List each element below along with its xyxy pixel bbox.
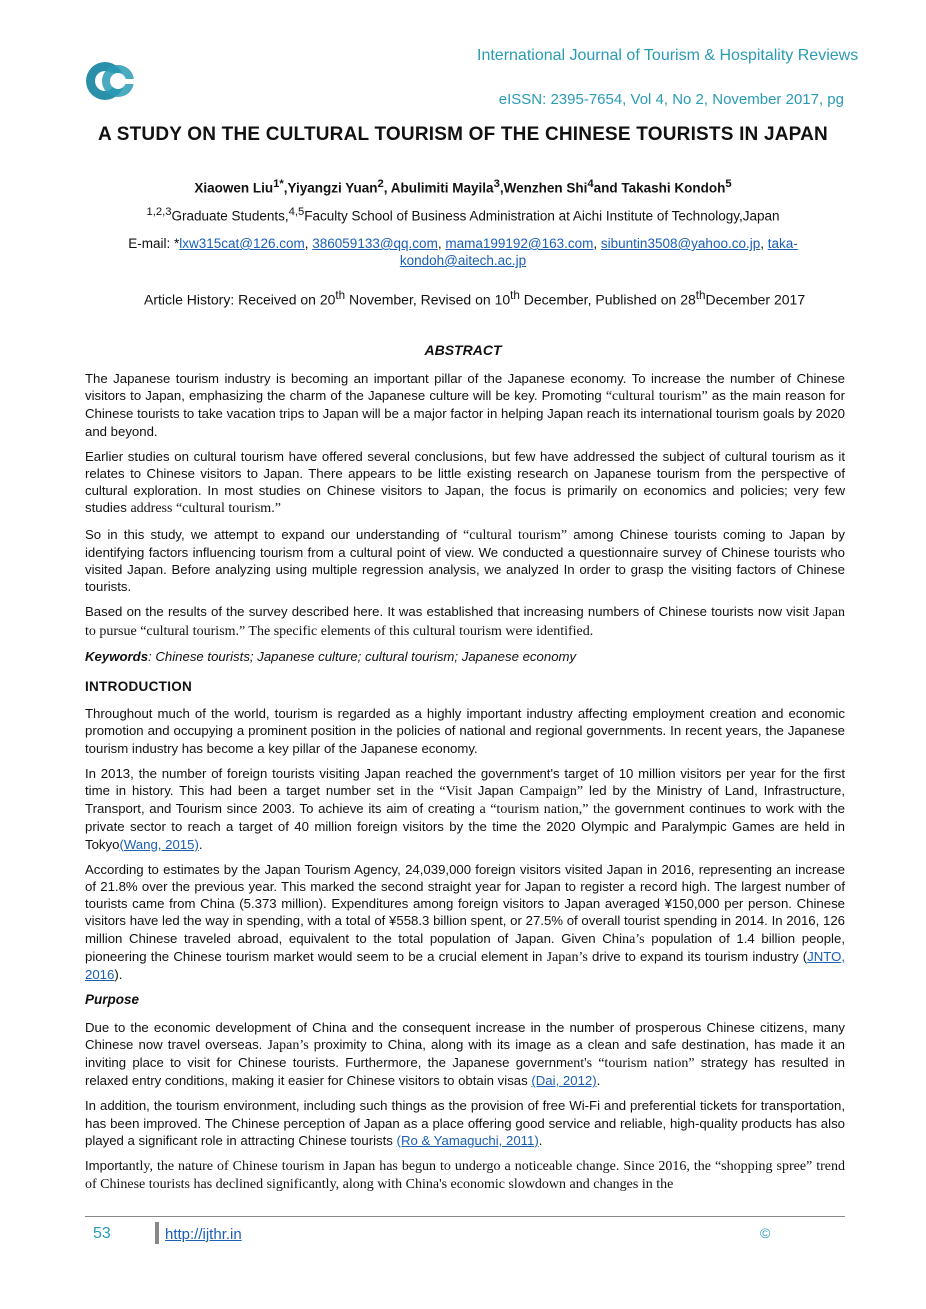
intro-paragraph: In 2013, the number of foreign tourists visiting Japan reached the government's target of 10 million visitors per year for the first time in history. This had been a target number set in the “Visit Japan Campaign” led by the Ministry of Land, Infrastructure, Transport, and Tourism since 2003. To achieve its aim of creating a “tourism nation,” the government continues to work with the private sector to reach a target of 40 million foreign visitors by the time the 2020 Olympic and Paralympic Games are held in Tokyo(Wang, 2015). xyxy=(85,765,845,852)
journal-logo-icon xyxy=(84,60,138,102)
author-name: and Takashi Kondoh xyxy=(593,180,726,196)
footer-separator xyxy=(155,1222,159,1244)
email-label: E-mail: * xyxy=(128,236,180,251)
paper-title: A STUDY ON THE CULTURAL TOURISM OF THE CHINESE TOURISTS IN JAPAN xyxy=(98,124,828,145)
abstract-paragraph: Earlier studies on cultural tourism have offered several conclusions, but few have addressed the subject of cultural tourism as it relates to Chinese visitors to Japan. There appears to be little existing research on Japanese tourism from the perspective of cultural exploration. In most studies on Chinese visitors to Japan, the focus is primarily on economics and policies; very few studies address “cultural tourism.” xyxy=(85,448,845,517)
author-sup: 4 xyxy=(587,178,594,190)
citation-link[interactable]: JNTO, 2016 xyxy=(85,948,846,983)
email-link[interactable]: lxw315cat@126.com xyxy=(179,236,305,251)
citation-link[interactable]: (Wang, 2015) xyxy=(119,836,199,852)
keywords-label: Keywords xyxy=(85,648,149,664)
article-history xyxy=(144,283,844,313)
purpose-paragraph: Due to the economic development of China and the consequent increase in the number of prosperous Chinese citizens, many Chinese now travel overseas. Japan’s proximity to China, along with its image as a clean and safe destination, has made it an inviting place to visit for Chinese tourists. Furthermore, the Japanese government's “tourism nation” strategy has resulted in relaxed entry conditions, making it easier for Chinese visitors to obtain visas (Dai, 2012). xyxy=(85,1019,846,1089)
history-text: November, Revised on 10 xyxy=(345,291,511,308)
issn-line: eISSN: 2395-7654, Vol 4, No 2, November 2017, pg xyxy=(498,91,844,108)
introduction-heading: INTRODUCTION xyxy=(85,679,193,695)
author-sup: 1* xyxy=(273,178,284,190)
author-sup: 2 xyxy=(377,178,384,190)
citation-link[interactable]: (Ro & Yamaguchi, 2011) xyxy=(396,1132,539,1148)
author-list xyxy=(80,178,846,196)
abstract-paragraph: The Japanese tourism industry is becoming an important pillar of the Japanese economy. To increase the number of Chinese visitors to Japan, emphasizing the charm of the Japanese culture will be key. Promoting “cultural tourism” as the main reason for Chinese tourists to take vacation trips to Japan will be a major factor in helping Japan reach its international tourism goals by 2020 and beyond. xyxy=(85,371,845,439)
author-name: ,Wenzhen Shi xyxy=(499,180,588,196)
email-link[interactable]: mama199192@163.com xyxy=(445,236,594,251)
journal-url-link[interactable]: http://ijthr.in xyxy=(165,1226,242,1243)
history-text: Article History: Received on 20 xyxy=(144,291,336,308)
body-content xyxy=(85,370,845,1201)
history-sup: th xyxy=(510,289,520,302)
author-sup: 3 xyxy=(493,178,500,190)
abstract-paragraph: So in this study, we attempt to expand our understanding of “cultural tourism” among Chinese tourists coming to Japan by identifying factors influencing tourism from a cultural point of view. We conducted a questionnaire survey of Chinese tourists who visited Japan. Before analyzing using multiple regression analysis, we analyzed In order to grasp the visiting factors of Chinese tourists. xyxy=(85,526,846,595)
affiliation-sup: 1,2,3 xyxy=(146,206,172,218)
affiliation-sup: 4,5 xyxy=(288,206,305,218)
keywords: Keywords: Chinese tourists; Japanese culture; cultural tourism; Japanese economy xyxy=(85,648,577,664)
email-link[interactable]: sibuntin3508@yahoo.co.jp xyxy=(600,236,761,251)
separator: , xyxy=(593,236,601,251)
separator: , xyxy=(760,236,768,251)
author-sup: 5 xyxy=(725,178,732,190)
author-name: ,Yiyangzi Yuan xyxy=(283,180,378,196)
purpose-paragraph: In addition, the tourism environment, including such things as the provision of free Wi-Fi and preferential tickets for transportation, has been improved. The Chinese perception of Japan as a place offering good service and reliable, high-quality products has also played a significant role in attracting Chinese tourists (Ro & Yamaguchi, 2011). xyxy=(85,1098,845,1148)
history-text: December, Published on 28 xyxy=(519,291,696,308)
abstract-heading: ABSTRACT xyxy=(424,342,502,358)
journal-name: International Journal of Tourism & Hospitality Reviews xyxy=(477,47,859,64)
email-list xyxy=(100,235,826,269)
intro-paragraph: Throughout much of the world, tourism is regarded as a highly important industry affecting employment creation and economic promotion and occupying a prominent position in the policies of national and regional governments. In recent years, the Japanese tourism industry has become a key pillar of the Japanese economy. xyxy=(85,706,845,756)
separator: , xyxy=(304,236,313,251)
email-link[interactable]: taka-kondoh@aitech.ac.jp xyxy=(399,236,798,268)
footer-divider xyxy=(85,1216,845,1217)
purpose-paragraph: Importantly, the nature of Chinese tourism in Japan has begun to undergo a noticeable change. Since 2016, the “shopping spree” trend of Chinese tourists has declined significantly, along with China's economic slowdown and changes in the xyxy=(85,1157,845,1193)
history-sup: th xyxy=(695,289,706,302)
affiliation-text: Faculty School of Business Administration at Aichi Institute of Technology,Japan xyxy=(304,208,780,224)
copyright-symbol: © xyxy=(760,1225,771,1241)
affiliation-text: Graduate Students, xyxy=(171,208,289,224)
email-link[interactable]: 386059133@qq.com xyxy=(312,236,438,251)
intro-paragraph: According to estimates by the Japan Tourism Agency, 24,039,000 foreign visitors visited Japan in 2016, representing an increase of 21.8% over the previous year. This marked the second straight year for Japan to register a record high. The largest number of tourists came from China (5.373 million). Expenditures among foreign visitors to Japan averaged ¥150,000 per person. Chinese visitors have led the way in spending, with a total of ¥558.3 billion spent, or 27.5% of overall tourist spending in 2014. In 2016, 126 million Chinese traveled abroad, equivalent to the total population of Japan. Given China’s population of 1.4 billion people, pioneering the Chinese tourism market would seem to be a crucial element in Japan’s drive to expand its tourism industry (JNTO, 2016). xyxy=(85,861,846,983)
purpose-heading: Purpose xyxy=(85,992,140,1008)
abstract-paragraph: Based on the results of the survey described here. It was established that increasing numbers of Chinese tourists now visit Japan to pursue “cultural tourism.” The specific elements of this cultural tourism were identified. xyxy=(85,604,845,639)
citation-link[interactable]: (Dai, 2012) xyxy=(531,1073,597,1089)
author-name: , Abulimiti Mayila xyxy=(383,180,494,196)
separator: , xyxy=(437,236,446,251)
page-number: 53 xyxy=(93,1225,111,1242)
author-name: Xiaowen Liu xyxy=(194,180,274,196)
history-sup: th xyxy=(335,289,346,302)
history-text: December 2017 xyxy=(705,291,806,308)
affiliation xyxy=(80,206,846,224)
